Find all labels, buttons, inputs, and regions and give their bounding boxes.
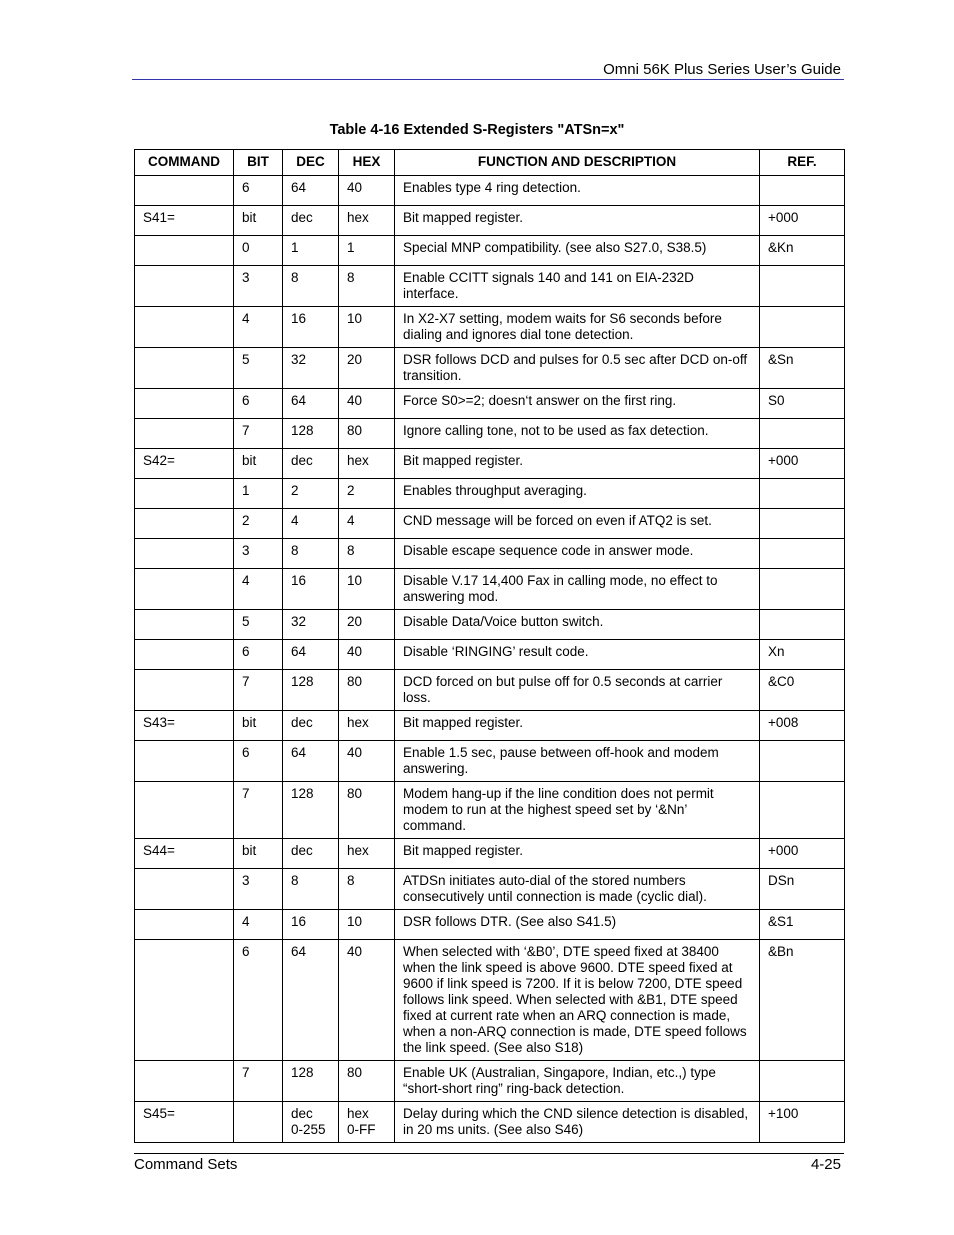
description-cell: Modem hang-up if the line condition does not permit modem to run at the highest speed set by ‘&Nn’ command.: [395, 782, 760, 839]
dec-cell: 128: [283, 782, 339, 839]
command-cell: [135, 640, 234, 670]
ref-cell: [760, 176, 845, 206]
bit-cell: 4: [234, 910, 283, 940]
column-header-function: FUNCTION AND DESCRIPTION: [395, 150, 760, 176]
hex-cell: hex: [339, 206, 395, 236]
table-row: [135, 449, 845, 479]
description-cell: Disable ‘RINGING’ result code.: [395, 640, 760, 670]
table-row: [135, 839, 845, 869]
bit-cell: 5: [234, 348, 283, 389]
column-header-hex: HEX: [339, 150, 395, 176]
bit-cell: 3: [234, 539, 283, 569]
bit-cell: 6: [234, 176, 283, 206]
bit-cell: bit: [234, 206, 283, 236]
bit-cell: bit: [234, 711, 283, 741]
hex-cell: 40: [339, 741, 395, 782]
description-cell: In X2-X7 setting, modem waits for S6 seconds before dialing and ignores dial tone detection.: [395, 307, 760, 348]
command-cell: [135, 910, 234, 940]
dec-cell: 16: [283, 307, 339, 348]
column-header-bit: BIT: [234, 150, 283, 176]
table-row: [135, 176, 845, 206]
hex-cell: 1: [339, 236, 395, 266]
command-cell: S41=: [135, 206, 234, 236]
hex-cell: 8: [339, 869, 395, 910]
description-cell: Enable CCITT signals 140 and 141 on EIA-232D interface.: [395, 266, 760, 307]
table-header-row: [135, 150, 845, 176]
hex-cell: hex 0-FF: [339, 1102, 395, 1143]
description-cell: Delay during which the CND silence detection is disabled, in 20 ms units. (See also S46): [395, 1102, 760, 1143]
command-cell: [135, 509, 234, 539]
hex-cell: 80: [339, 782, 395, 839]
dec-cell: 8: [283, 539, 339, 569]
ref-cell: [760, 479, 845, 509]
ref-cell: Xn: [760, 640, 845, 670]
ref-cell: [760, 610, 845, 640]
column-header-dec: DEC: [283, 150, 339, 176]
command-cell: [135, 782, 234, 839]
ref-cell: DSn: [760, 869, 845, 910]
description-cell: Disable escape sequence code in answer mode.: [395, 539, 760, 569]
bit-cell: 7: [234, 782, 283, 839]
command-cell: [135, 1061, 234, 1102]
ref-cell: S0: [760, 389, 845, 419]
command-cell: [135, 348, 234, 389]
ref-cell: &S1: [760, 910, 845, 940]
command-cell: [135, 670, 234, 711]
command-cell: [135, 307, 234, 348]
description-cell: Enable 1.5 sec, pause between off-hook and modem answering.: [395, 741, 760, 782]
description-cell: Enables type 4 ring detection.: [395, 176, 760, 206]
ref-cell: [760, 569, 845, 610]
ref-cell: +000: [760, 206, 845, 236]
dec-cell: dec: [283, 711, 339, 741]
table-row: [135, 711, 845, 741]
page-number: 4-25: [810, 1156, 841, 1173]
dec-cell: 64: [283, 176, 339, 206]
dec-cell: 8: [283, 266, 339, 307]
ref-cell: &Kn: [760, 236, 845, 266]
bit-cell: bit: [234, 449, 283, 479]
description-cell: Special MNP compatibility. (see also S27.0, S38.5): [395, 236, 760, 266]
ref-cell: [760, 266, 845, 307]
bit-cell: 3: [234, 869, 283, 910]
table-row: [135, 389, 845, 419]
dec-cell: 64: [283, 640, 339, 670]
hex-cell: 8: [339, 539, 395, 569]
table-row: [135, 539, 845, 569]
description-cell: DCD forced on but pulse off for 0.5 seconds at carrier loss.: [395, 670, 760, 711]
table-row: [135, 910, 845, 940]
bit-cell: 2: [234, 509, 283, 539]
dec-cell: 4: [283, 509, 339, 539]
table-row: [135, 266, 845, 307]
dec-cell: 16: [283, 910, 339, 940]
command-cell: [135, 569, 234, 610]
description-cell: Disable Data/Voice button switch.: [395, 610, 760, 640]
footer-section-title: Command Sets: [134, 1156, 238, 1173]
description-cell: Bit mapped register.: [395, 206, 760, 236]
bit-cell: [234, 1102, 283, 1143]
description-cell: DSR follows DTR. (See also S41.5): [395, 910, 760, 940]
hex-cell: 80: [339, 419, 395, 449]
description-cell: Bit mapped register.: [395, 449, 760, 479]
dec-cell: dec 0-255: [283, 1102, 339, 1143]
ref-cell: [760, 509, 845, 539]
command-cell: S43=: [135, 711, 234, 741]
command-cell: S45=: [135, 1102, 234, 1143]
dec-cell: 64: [283, 389, 339, 419]
hex-cell: 10: [339, 910, 395, 940]
bit-cell: 6: [234, 389, 283, 419]
ref-cell: +008: [760, 711, 845, 741]
description-cell: CND message will be forced on even if ATQ2 is set.: [395, 509, 760, 539]
table-row: [135, 479, 845, 509]
description-cell: ATDSn initiates auto-dial of the stored numbers consecutively until connection is made (cyclic dial).: [395, 869, 760, 910]
ref-cell: +000: [760, 839, 845, 869]
description-cell: Ignore calling tone, not to be used as fax detection.: [395, 419, 760, 449]
ref-cell: [760, 1061, 845, 1102]
hex-cell: 10: [339, 307, 395, 348]
description-cell: Force S0>=2; doesn‘t answer on the first ring.: [395, 389, 760, 419]
hex-cell: 4: [339, 509, 395, 539]
bit-cell: 0: [234, 236, 283, 266]
table-row: [135, 940, 845, 1061]
bit-cell: bit: [234, 839, 283, 869]
running-header: Omni 56K Plus Series User’s Guide: [603, 61, 841, 78]
table-row: [135, 569, 845, 610]
bit-cell: 6: [234, 940, 283, 1061]
command-cell: [135, 389, 234, 419]
table-row: [135, 419, 845, 449]
command-cell: [135, 266, 234, 307]
table-caption: Table 4-16 Extended S-Registers "ATSn=x": [329, 122, 625, 138]
description-cell: Disable V.17 14,400 Fax in calling mode, no effect to answering mod.: [395, 569, 760, 610]
ref-cell: &C0: [760, 670, 845, 711]
ref-cell: [760, 741, 845, 782]
table-body: [135, 176, 845, 1143]
description-cell: When selected with ‘&B0’, DTE speed fixed at 38400 when the link speed is above 9600. DTE speed fixed at 9600 if link speed is 7200. If it is below 7200, DTE speed follows link speed. When selected with &B1, DTE speed fixed at current rate when an ARQ connection is made, when a non-ARQ connection is made, DTE speed follows the link speed. (See also S18): [395, 940, 760, 1061]
bit-cell: 4: [234, 569, 283, 610]
dec-cell: 128: [283, 1061, 339, 1102]
bit-cell: 6: [234, 640, 283, 670]
dec-cell: 64: [283, 940, 339, 1061]
hex-cell: 8: [339, 266, 395, 307]
table-row: [135, 236, 845, 266]
description-cell: Bit mapped register.: [395, 711, 760, 741]
bit-cell: 4: [234, 307, 283, 348]
table-row: [135, 640, 845, 670]
dec-cell: 32: [283, 348, 339, 389]
ref-cell: [760, 782, 845, 839]
hex-cell: 10: [339, 569, 395, 610]
table-row: [135, 1061, 845, 1102]
command-cell: [135, 236, 234, 266]
s-registers-table: [134, 149, 845, 1143]
table-row: [135, 348, 845, 389]
table-row: [135, 782, 845, 839]
command-cell: [135, 869, 234, 910]
command-cell: [135, 176, 234, 206]
bit-cell: 7: [234, 670, 283, 711]
bit-cell: 7: [234, 1061, 283, 1102]
hex-cell: 80: [339, 1061, 395, 1102]
dec-cell: 32: [283, 610, 339, 640]
hex-cell: 20: [339, 610, 395, 640]
command-cell: [135, 741, 234, 782]
hex-cell: 40: [339, 176, 395, 206]
description-cell: Bit mapped register.: [395, 839, 760, 869]
dec-cell: 16: [283, 569, 339, 610]
dec-cell: 128: [283, 419, 339, 449]
hex-cell: hex: [339, 449, 395, 479]
dec-cell: 64: [283, 741, 339, 782]
command-cell: [135, 539, 234, 569]
dec-cell: 128: [283, 670, 339, 711]
command-cell: [135, 610, 234, 640]
ref-cell: &Bn: [760, 940, 845, 1061]
table-row: [135, 869, 845, 910]
description-cell: DSR follows DCD and pulses for 0.5 sec after DCD on-off transition.: [395, 348, 760, 389]
bit-cell: 3: [234, 266, 283, 307]
dec-cell: dec: [283, 206, 339, 236]
footer-rule: [134, 1153, 844, 1154]
column-header-ref: REF.: [760, 150, 845, 176]
bit-cell: 1: [234, 479, 283, 509]
command-cell: S42=: [135, 449, 234, 479]
column-header-command: COMMAND: [135, 150, 234, 176]
ref-cell: [760, 307, 845, 348]
table-row: [135, 509, 845, 539]
table-row: [135, 741, 845, 782]
description-cell: Enable UK (Australian, Singapore, Indian, etc.,) type “short-short ring” ring-back detection.: [395, 1061, 760, 1102]
dec-cell: 1: [283, 236, 339, 266]
header-rule: [132, 79, 844, 80]
ref-cell: +000: [760, 449, 845, 479]
dec-cell: 8: [283, 869, 339, 910]
bit-cell: 7: [234, 419, 283, 449]
bit-cell: 6: [234, 741, 283, 782]
command-cell: [135, 940, 234, 1061]
table-row: [135, 206, 845, 236]
table-row: [135, 1102, 845, 1143]
ref-cell: +100: [760, 1102, 845, 1143]
table-row: [135, 307, 845, 348]
table-row: [135, 610, 845, 640]
table-row: [135, 670, 845, 711]
hex-cell: 40: [339, 940, 395, 1061]
command-cell: [135, 479, 234, 509]
hex-cell: hex: [339, 711, 395, 741]
ref-cell: [760, 419, 845, 449]
dec-cell: dec: [283, 839, 339, 869]
dec-cell: dec: [283, 449, 339, 479]
hex-cell: 80: [339, 670, 395, 711]
command-cell: S44=: [135, 839, 234, 869]
description-cell: Enables throughput averaging.: [395, 479, 760, 509]
hex-cell: hex: [339, 839, 395, 869]
hex-cell: 40: [339, 389, 395, 419]
command-cell: [135, 419, 234, 449]
hex-cell: 20: [339, 348, 395, 389]
ref-cell: &Sn: [760, 348, 845, 389]
hex-cell: 40: [339, 640, 395, 670]
hex-cell: 2: [339, 479, 395, 509]
dec-cell: 2: [283, 479, 339, 509]
ref-cell: [760, 539, 845, 569]
bit-cell: 5: [234, 610, 283, 640]
